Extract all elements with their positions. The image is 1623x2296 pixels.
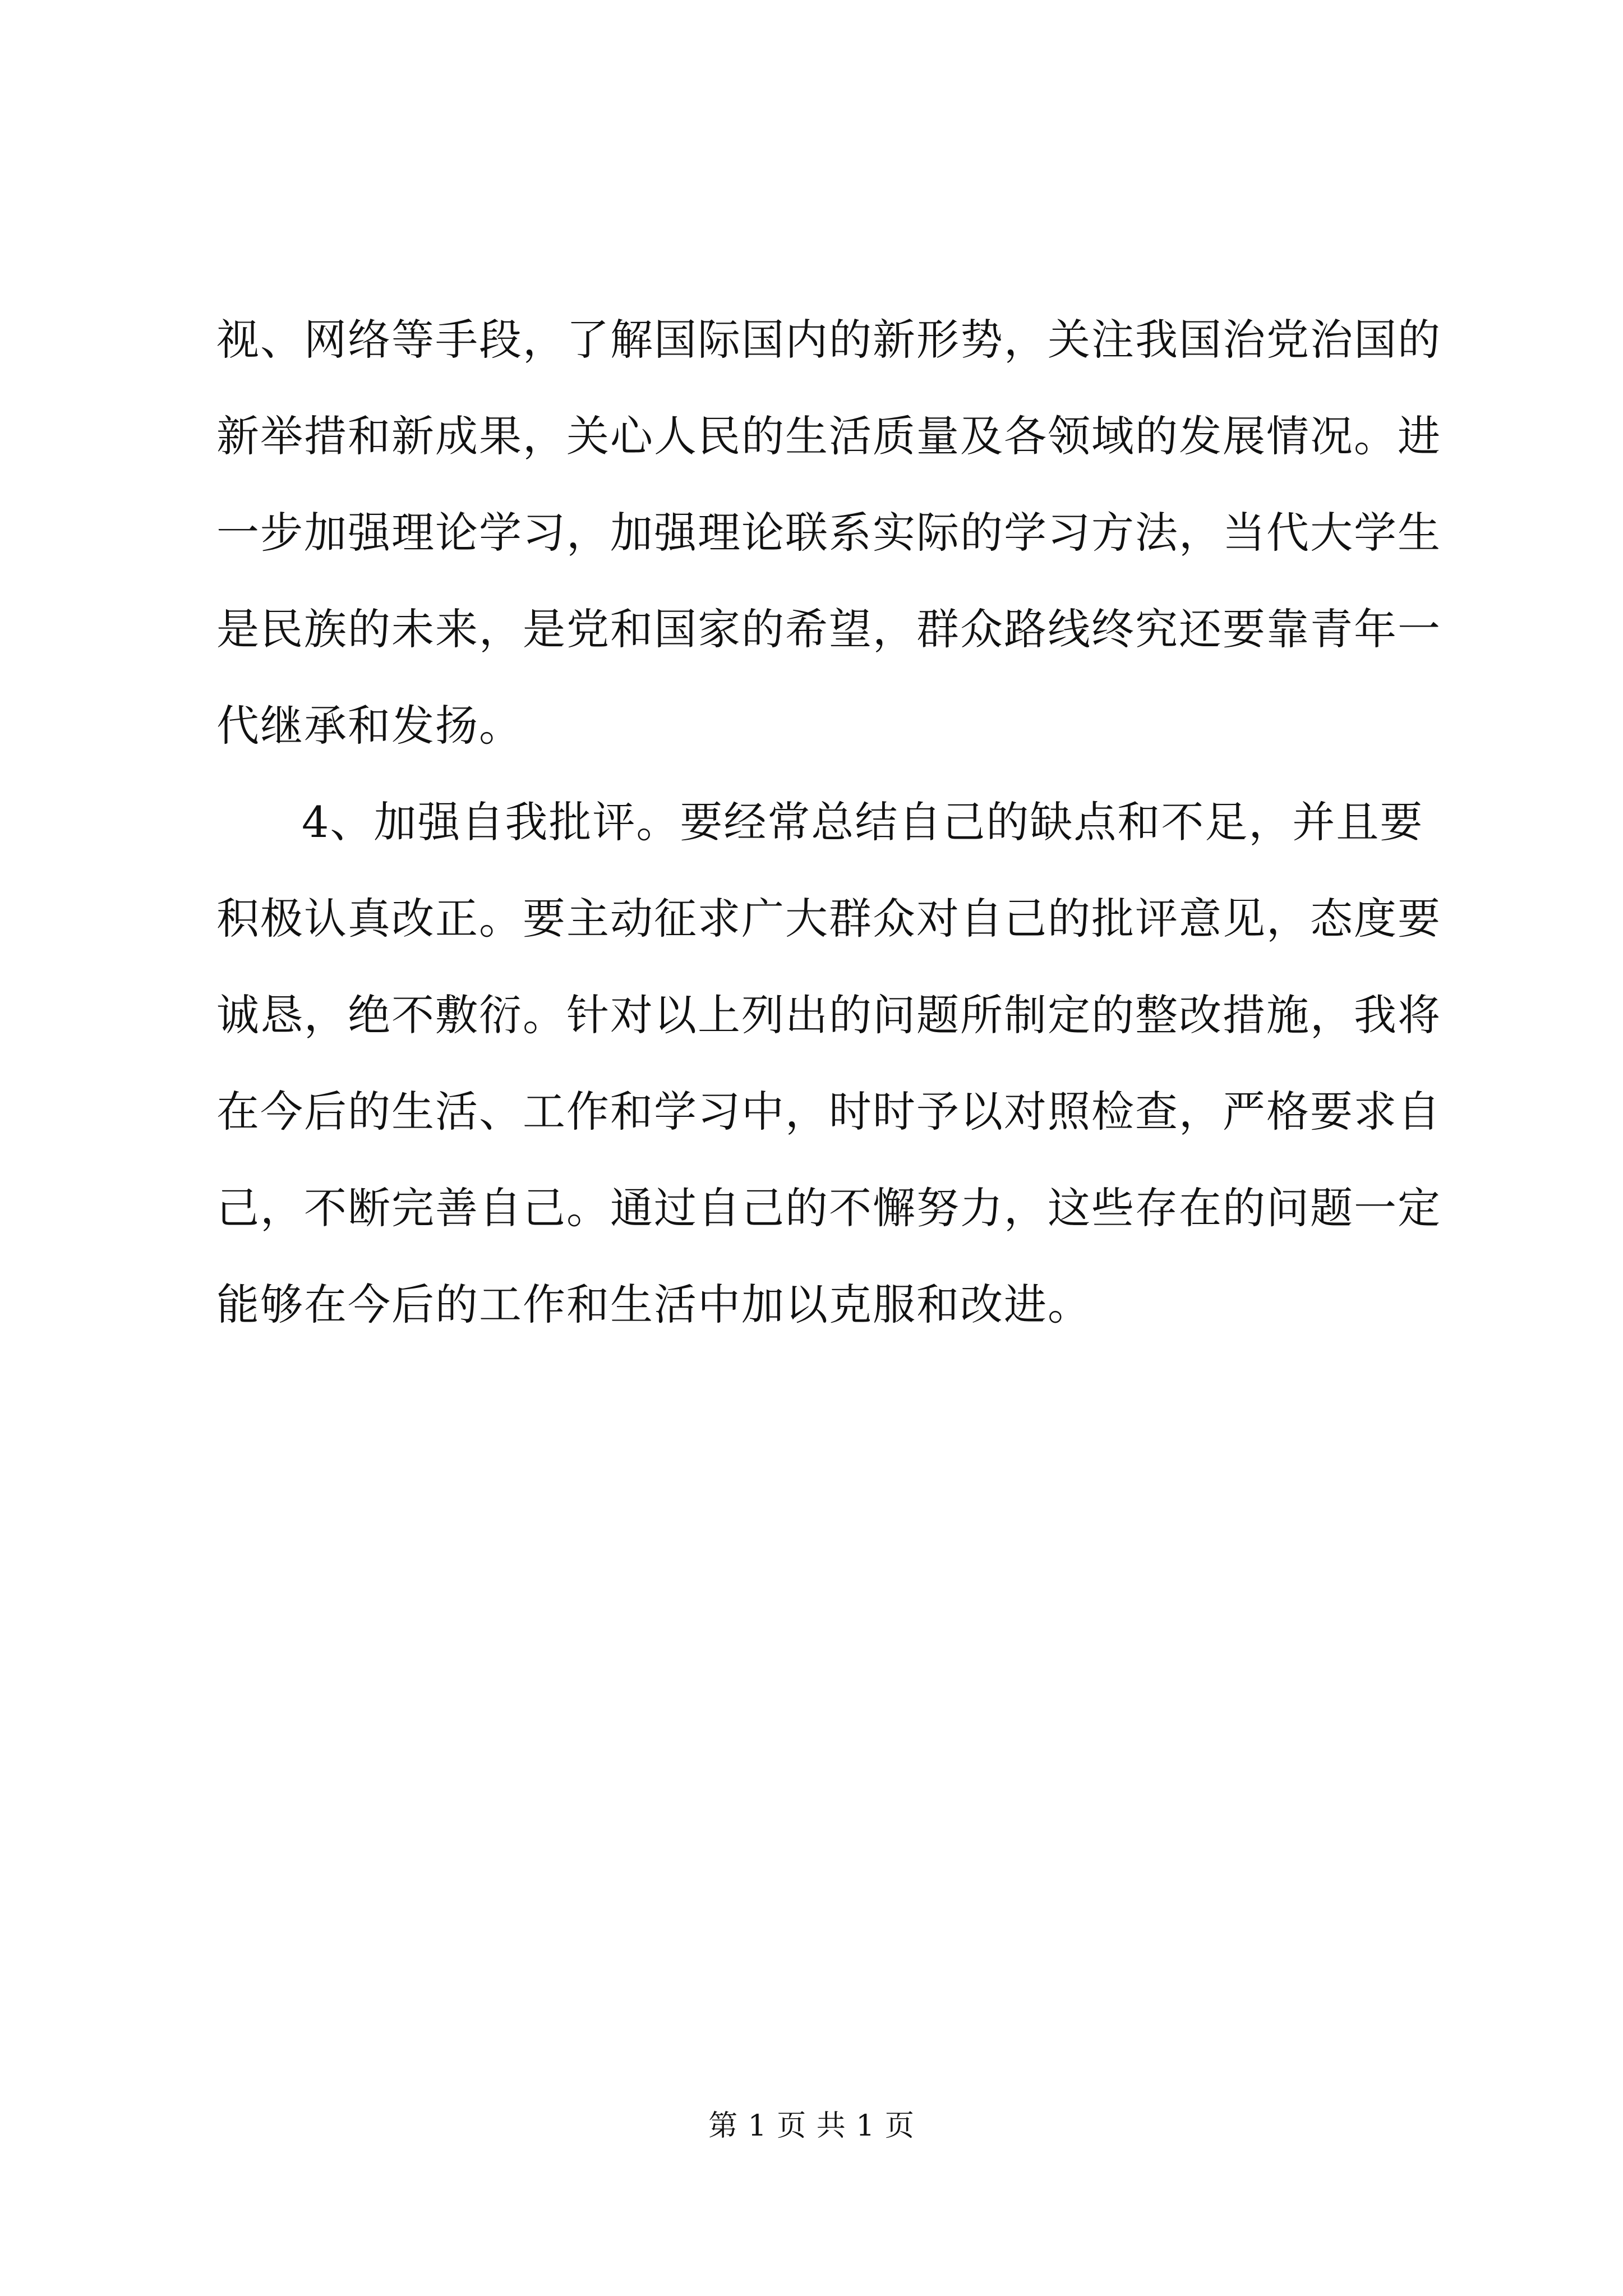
text-line: 积极认真改正。要主动征求广大群众对自己的批评意见，态度要 — [216, 894, 1441, 944]
page-number-footer: 第 1 页 共 1 页 — [708, 2109, 915, 2143]
text-line: 在今后的生活、工作和学习中，时时予以对照检查，严格要求自 — [216, 1087, 1441, 1137]
text-line: 是民族的未来，是党和国家的希望，群众路线终究还要靠青年一 — [216, 604, 1441, 654]
document-body — [216, 292, 1441, 1353]
text-line: 代继承和发扬。 — [216, 701, 523, 751]
text-line: 能够在今后的工作和生活中加以克服和改进。 — [216, 1280, 1091, 1329]
text-line: 诚恳，绝不敷衍。针对以上列出的问题所制定的整改措施，我将 — [216, 990, 1441, 1040]
text-line: 4、加强自我批评。要经常总结自己的缺点和不足，并且要 — [302, 797, 1424, 847]
text-line: 己，不断完善自己。通过自己的不懈努力，这些存在的问题一定 — [216, 1183, 1441, 1233]
paragraph-2 — [216, 774, 1441, 1353]
text-line: 视、网络等手段，了解国际国内的新形势，关注我国治党治国的 — [216, 315, 1441, 365]
text-line: 一步加强理论学习，加强理论联系实际的学习方法，当代大学生 — [216, 508, 1441, 558]
text-line: 新举措和新成果，关心人民的生活质量及各领域的发展情况。进 — [216, 411, 1441, 461]
paragraph-1 — [216, 292, 1441, 774]
